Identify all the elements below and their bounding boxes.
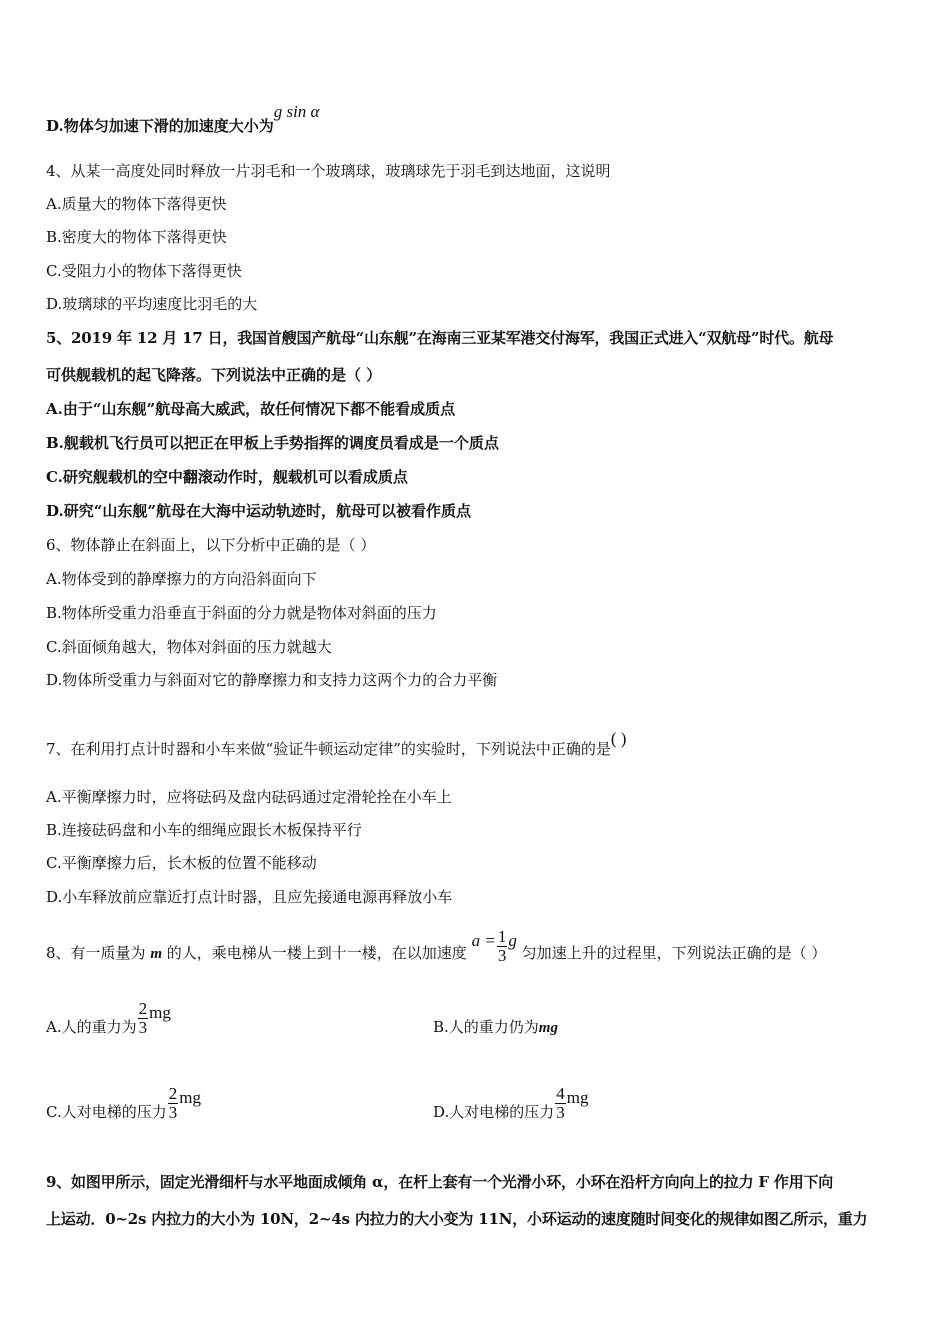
- q5-option-c: C.研究舰载机的空中翻滚动作时，舰载机可以看成质点: [46, 468, 408, 486]
- q8-option-c-unit: mg: [179, 1088, 201, 1107]
- q9-stem-line1: 9、如图甲所示，固定光滑细杆与水平地面成倾角 α，在杆上套有一个光滑小环，小环在沿杆方向向上的拉力 F 作用下向: [46, 1173, 834, 1191]
- q4-stem: 4、从某一高度处同时释放一片羽毛和一个玻璃球，玻璃球先于羽毛到达地面，这说明: [46, 162, 611, 180]
- q8-option-c-num: 2: [168, 1083, 178, 1103]
- q8-mass-symbol: m: [150, 946, 162, 962]
- q7-option-b: B.连接砝码盘和小车的细绳应跟长木板保持平行: [46, 821, 362, 839]
- q7-stem: [46, 729, 627, 759]
- q8-option-b-value: mg: [538, 1020, 558, 1036]
- q8-option-d-num: 4: [556, 1083, 565, 1103]
- q8-option-a-text: A.人的重力为: [46, 1018, 137, 1036]
- q8-stem-a: 8、有一质量为: [46, 944, 146, 962]
- q6-stem: 6、物体静止在斜面上，以下分析中正确的是（ ）: [46, 536, 376, 554]
- q8-accel-num: 1: [497, 926, 507, 946]
- q8-option-b: [433, 1004, 558, 1051]
- q7-option-a: A.平衡摩擦力时，应将砝码及盘内砝码通过定滑轮拴在小车上: [46, 788, 452, 806]
- q5-stem-line2: 可供舰载机的起飞降落。下列说法中正确的是（ ）: [46, 366, 382, 384]
- q8-option-c-fraction: [168, 1085, 179, 1122]
- q8-option-d-den: 3: [556, 1102, 565, 1122]
- q8-stem-c: 匀加速上升的过程里，下列说法正确的是（ ）: [521, 944, 827, 962]
- q8-option-a-fraction: [138, 1000, 149, 1037]
- q8-stem: [46, 926, 827, 977]
- q5-option-b: B.舰载机飞行员可以把正在甲板上手势指挥的调度员看成是一个质点: [46, 434, 499, 452]
- q8-accel-fraction: [497, 928, 508, 965]
- q8-option-d-unit: mg: [566, 1088, 589, 1107]
- q7-option-c: C.平衡摩擦力后，长木板的位置不能移动: [46, 854, 317, 872]
- q8-option-a-unit: mg: [149, 1003, 171, 1022]
- q8-option-d-fraction: [555, 1085, 566, 1122]
- q7-stem-text: 7、在利用打点计时器和小车来做“验证牛顿运动定律”的实验时，下列说法中正确的是: [46, 740, 611, 758]
- q8-accel-lhs: a =: [471, 931, 496, 950]
- q6-option-b: B.物体所受重力沿垂直于斜面的分力就是物体对斜面的压力: [46, 604, 437, 622]
- q8-option-a-den: 3: [138, 1017, 148, 1037]
- q7-option-d: D.小车释放前应靠近打点计时器，且应先接通电源再释放小车: [46, 888, 453, 906]
- q8-option-c-text: C.人对电梯的压力: [46, 1103, 167, 1121]
- q5-stem-line1: 5、2019 年 12 月 17 日，我国首艘国产航母“山东舰”在海南三亚某军港交付海军，我国正式进入“双航母”时代。航母: [46, 329, 834, 347]
- q4-option-d: D.玻璃球的平均速度比羽毛的大: [46, 295, 258, 313]
- q8-option-c: [46, 1083, 201, 1135]
- q8-option-a: [46, 998, 171, 1050]
- q9-stem-line2: 上运动．0~2s 内拉力的大小为 10N，2~4s 内拉力的大小变为 11N，小环运动的速度随时间变化的规律如图乙所示，重力: [46, 1210, 868, 1228]
- q7-answer-paren: ( ): [610, 729, 627, 748]
- q4-option-c: C.受阻力小的物体下落得更快: [46, 262, 242, 280]
- q8-stem-b: 的人，乘电梯从一楼上到十一楼，在以加速度: [166, 944, 467, 962]
- q8-option-d-text: D.人对电梯的压力: [433, 1103, 555, 1121]
- q3-option-d-expr: g sin α: [273, 102, 320, 121]
- q8-option-b-text: B.人的重力仍为: [433, 1018, 539, 1036]
- q4-option-b: B.密度大的物体下落得更快: [46, 228, 227, 246]
- q6-option-c: C.斜面倾角越大，物体对斜面的压力就越大: [46, 638, 332, 656]
- q4-option-a: A.质量大的物体下落得更快: [46, 195, 227, 213]
- q5-option-d: D.研究“山东舰”航母在大海中运动轨迹时，航母可以被看作质点: [46, 502, 471, 520]
- q8-accel-den: 3: [497, 945, 507, 965]
- q8-option-a-num: 2: [138, 998, 148, 1018]
- q3-option-d: [46, 102, 320, 136]
- q8-accel-g: g: [508, 931, 517, 950]
- q3-option-d-text: D.物体匀加速下滑的加速度大小为: [46, 117, 274, 135]
- q5-option-a: A.由于“山东舰”航母高大威武，故任何情况下都不能看成质点: [46, 400, 456, 418]
- q8-option-c-den: 3: [168, 1102, 178, 1122]
- q6-option-a: A.物体受到的静摩擦力的方向沿斜面向下: [46, 570, 317, 588]
- q8-option-d: [433, 1083, 589, 1135]
- q6-option-d: D.物体所受重力与斜面对它的静摩擦力和支持力这两个力的合力平衡: [46, 671, 498, 689]
